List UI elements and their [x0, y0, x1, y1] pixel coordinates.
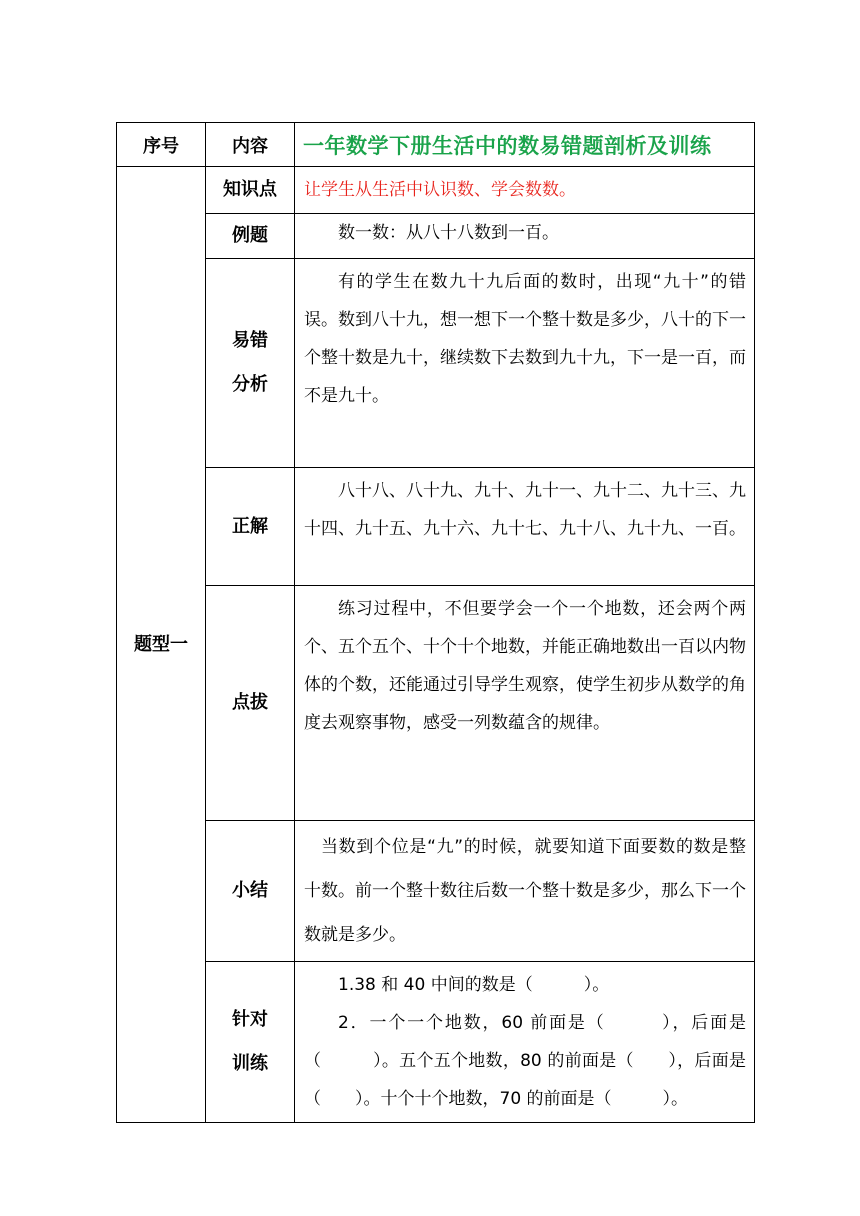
answer-label: 正解 — [206, 468, 295, 586]
header-content: 内容 — [206, 123, 295, 167]
row-error-analysis — [117, 259, 755, 468]
tips-label: 点拔 — [206, 586, 295, 821]
practice-question-2: 2．一个一个地数，60 前面是（ ），后面是（ ）。五个五个地数，80 的前面是（ ），后面是（ ）。十个十个地数，70 的前面是（ ）。 — [304, 1013, 746, 1109]
row-practice — [117, 962, 755, 1123]
row-answer — [117, 468, 755, 586]
answer-text: 八十八、八十九、九十、九十一、九十二、九十三、九十四、九十五、九十六、九十七、九十八、九十九、一百。 — [295, 468, 755, 586]
header-row — [117, 123, 755, 167]
row-summary — [117, 821, 755, 962]
practice-label-line2: 训练 — [232, 1053, 268, 1074]
example-label: 例题 — [206, 214, 295, 259]
practice-question-1: 1.38 和 40 中间的数是（ ）。 — [338, 975, 610, 995]
practice-label-line1: 针对 — [232, 1009, 268, 1030]
group-label: 题型一 — [117, 167, 206, 1123]
error-label-line1: 易错 — [232, 330, 268, 351]
row-knowledge — [117, 167, 755, 214]
summary-label: 小结 — [206, 821, 295, 962]
error-label — [206, 259, 295, 468]
practice-cell — [295, 962, 755, 1123]
error-label-line2: 分析 — [232, 374, 268, 395]
worksheet-table — [116, 122, 755, 1123]
header-serial: 序号 — [117, 123, 206, 167]
row-tips — [117, 586, 755, 821]
example-text: 数一数：从八十八数到一百。 — [295, 214, 755, 259]
summary-text: 当数到个位是“九”的时候，就要知道下面要数的数是整十数。前一个整十数往后数一个整十数是多少，那么下一个数就是多少。 — [295, 821, 755, 962]
knowledge-label: 知识点 — [206, 167, 295, 214]
error-text: 有的学生在数九十九后面的数时，出现“九十”的错误。数到八十九，想一想下一个整十数是多少，八十的下一个整十数是九十，继续数下去数到九十九，下一是一百，而不是九十。 — [295, 259, 755, 468]
knowledge-text: 让学生从生活中认识数、学会数数。 — [295, 167, 755, 214]
tips-text: 练习过程中，不但要学会一个一个地数，还会两个两个、五个五个、十个十个地数，并能正确地数出一百以内物体的个数，还能通过引导学生观察，使学生初步从数学的角度去观察事物，感受一列数蕴含的规律。 — [295, 586, 755, 821]
row-example — [117, 214, 755, 259]
worksheet-title: 一年数学下册生活中的数易错题剖析及训练 — [295, 123, 755, 167]
practice-label — [206, 962, 295, 1123]
